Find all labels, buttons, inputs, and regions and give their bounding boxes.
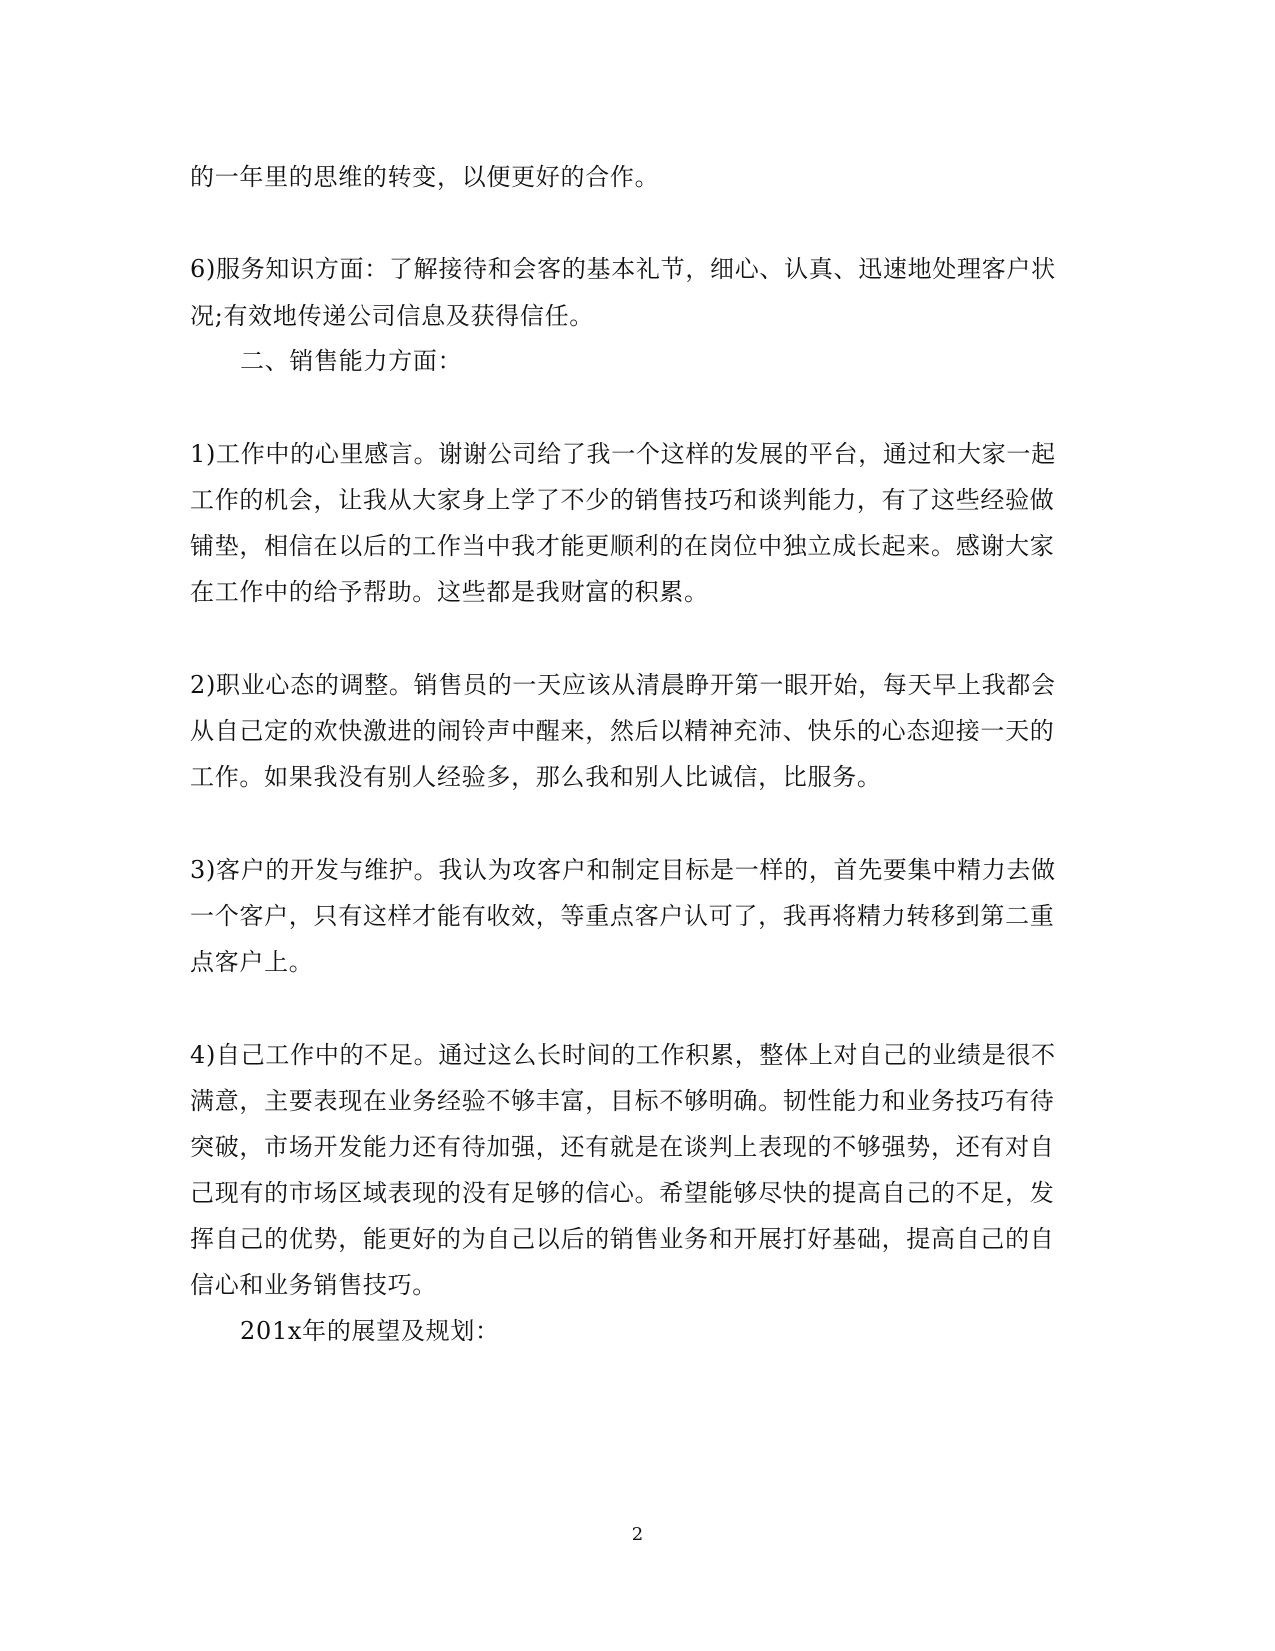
text-line: 况;有效地传递公司信息及获得信任。 — [190, 302, 594, 330]
text-line: 突破，市场开发能力还有待加强，还有就是在谈判上表现的不够强势，还有对自 — [190, 1133, 1055, 1161]
section-heading: 二、销售能力方面： — [240, 347, 463, 375]
text-line: 工作。如果我没有别人经验多，那么我和别人比诚信，比服务。 — [190, 763, 882, 791]
text-line: 信心和业务销售技巧。 — [190, 1271, 437, 1299]
text-line: 铺垫，相信在以后的工作当中我才能更顺利的在岗位中独立成长起来。感谢大家 — [190, 532, 1055, 560]
text-line: 4)自己工作中的不足。通过这么长时间的工作积累，整体上对自己的业绩是很不 — [190, 1041, 1056, 1069]
section-heading: 201x年的展望及规划： — [240, 1317, 500, 1345]
text-line: 3)客户的开发与维护。我认为攻客户和制定目标是一样的，首先要集中精力去做 — [190, 856, 1056, 884]
text-line: 点客户上。 — [190, 948, 314, 976]
text-line: 工作的机会，让我从大家身上学了不少的销售技巧和谈判能力，有了这些经验做 — [190, 486, 1055, 514]
text-line: 从自己定的欢快激进的闹铃声中醒来，然后以精神充沛、快乐的心态迎接一天的 — [190, 717, 1055, 745]
text-line: 6)服务知识方面：了解接待和会客的基本礼节，细心、认真、迅速地处理客户状 — [190, 255, 1056, 283]
text-line: 己现有的市场区域表现的没有足够的信心。希望能够尽快的提高自己的不足，发 — [190, 1179, 1055, 1207]
text-line: 挥自己的优势，能更好的为自己以后的销售业务和开展打好基础，提高自己的自 — [190, 1225, 1055, 1253]
text-line: 在工作中的给予帮助。这些都是我财富的积累。 — [190, 578, 709, 606]
text-line: 满意，主要表现在业务经验不够丰富，目标不够明确。韧性能力和业务技巧有待 — [190, 1087, 1055, 1115]
text-line: 的一年里的思维的转变，以便更好的合作。 — [190, 163, 660, 191]
page-number: 2 — [631, 1524, 644, 1545]
text-line: 2)职业心态的调整。销售员的一天应该从清晨睁开第一眼开始，每天早上我都会 — [190, 671, 1056, 699]
text-line: 一个客户，只有这样才能有收效，等重点客户认可了，我再将精力转移到第二重 — [190, 902, 1055, 930]
text-line: 1)工作中的心里感言。谢谢公司给了我一个这样的发展的平台，通过和大家一起 — [190, 440, 1056, 468]
